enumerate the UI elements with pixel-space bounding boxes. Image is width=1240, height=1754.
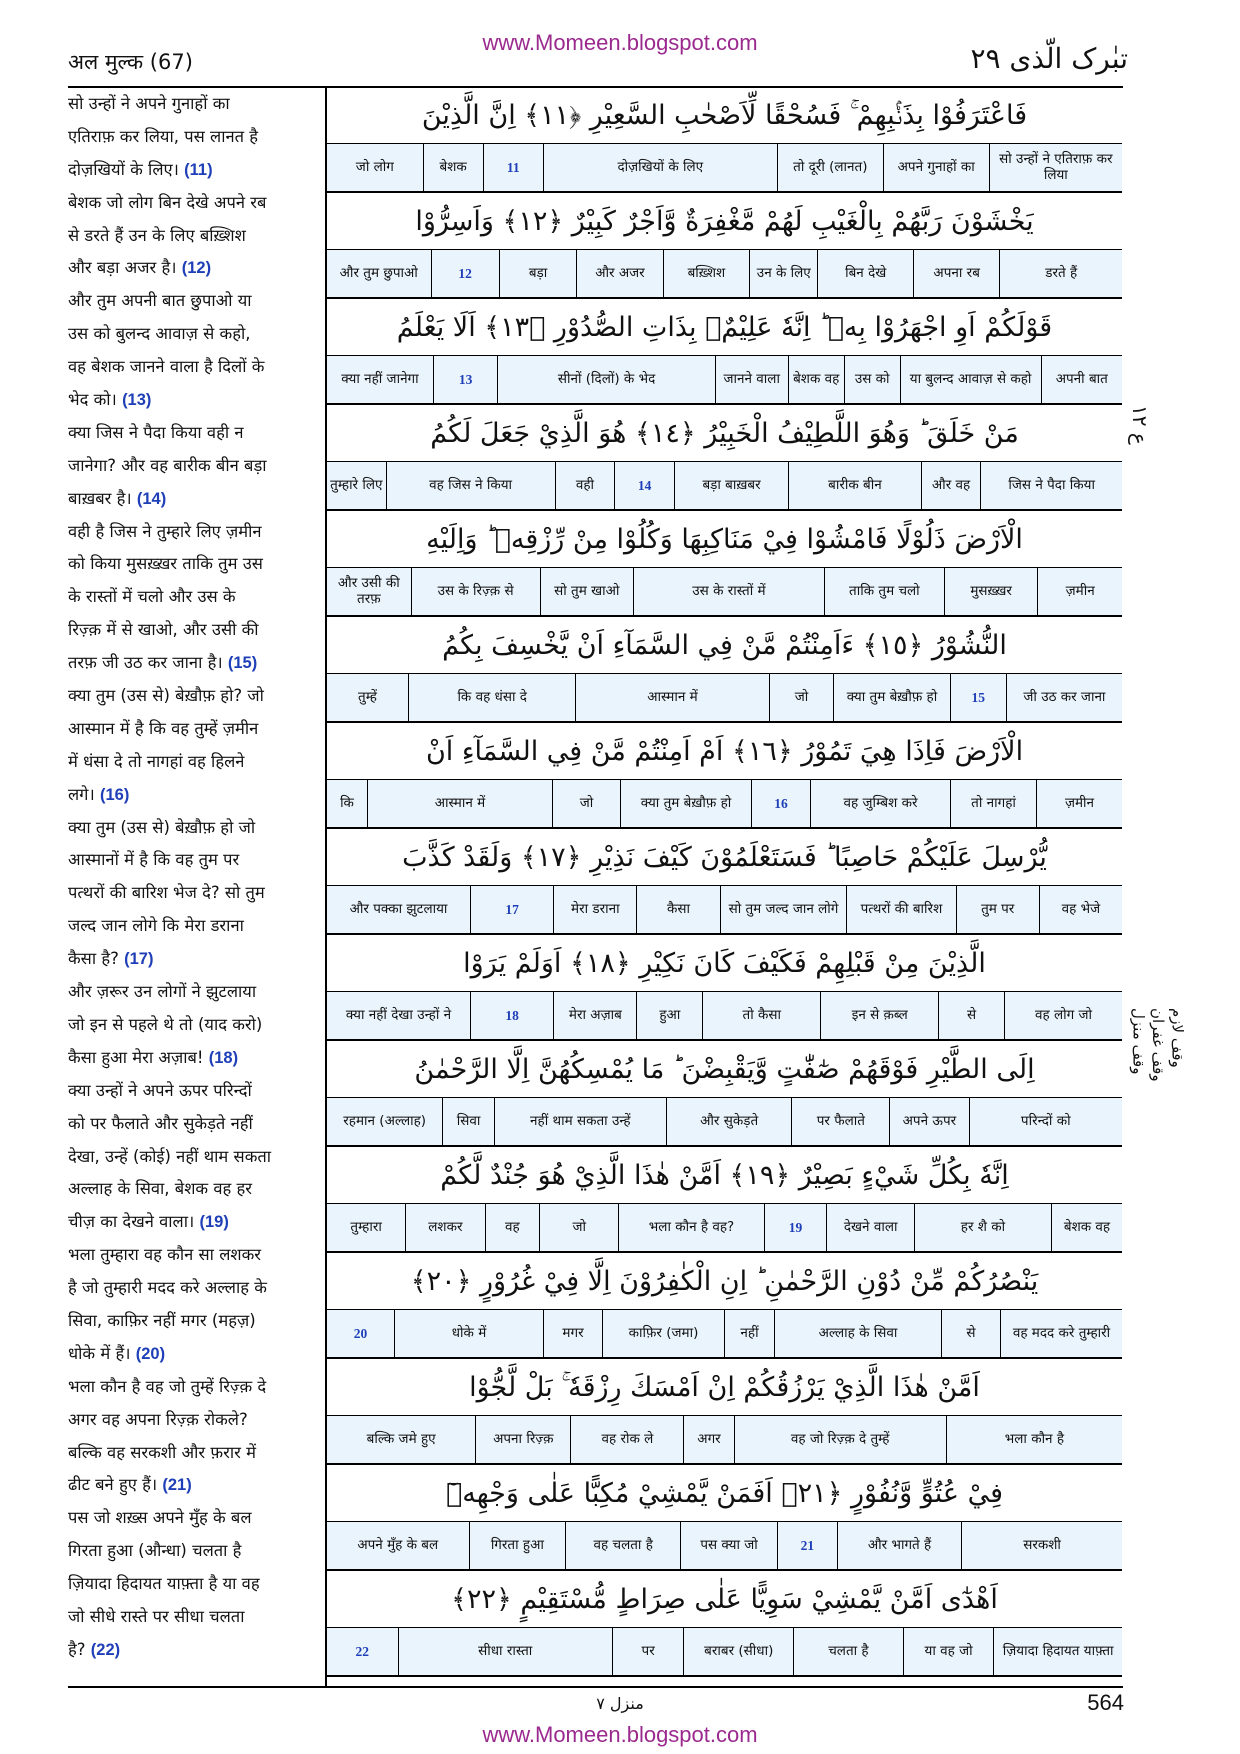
translation-line [68,1141,316,1174]
translation-text: को पर फैलाते और सुकेड़ते नहीं [68,1113,253,1133]
verse-number: (20) [135,1344,166,1363]
verse-block [327,936,1122,1042]
gloss-cell: अपनी बात [1041,356,1122,403]
translation-line [68,1535,316,1568]
verse-number: (11) [184,160,213,179]
gloss-cell: उस के रिज़्क़ से [411,568,540,615]
gloss-cell: बख़्शिश [663,250,749,297]
gloss-cell: बड़ा [499,250,576,297]
gloss-cell: देखने वाला [826,1204,914,1251]
gloss-cell: वह मदद करे तुम्हारी [1000,1310,1122,1357]
bottom-rule [68,1686,1123,1688]
verse-block [327,618,1122,724]
gloss-verse-number: 12 [431,250,499,297]
verse-number: (18) [208,1048,239,1067]
translation-text: में धंसा दे तो नागहां वह हिलने [68,751,245,771]
translation-line [68,614,316,647]
translation-line [68,1634,316,1667]
gloss-cell: ज़मीन [1036,780,1122,827]
arabic-line: النُّشُوْرُ ﴿١٥﴾ ءَاَمِنْتُمْ مَّنْ فِي السَّمَآءِ اَنْ يَّخْسِفَ بِكُمُ [327,618,1122,674]
gloss-cell: सो तुम खाओ [540,568,633,615]
verse-block [327,830,1122,936]
translation-line [68,1239,316,1272]
gloss-cell: से [938,992,1004,1039]
gloss-cell: दोज़खियों के लिए [543,144,777,191]
gloss-cell: क्या तुम बेख़ौफ़ हो [620,780,751,827]
gloss-verse-number: 21 [777,1522,837,1569]
translation-line [68,877,316,910]
gloss-cell: जानने वाला [715,356,788,403]
gloss-cell: अगर [683,1416,733,1463]
translation-line [68,187,316,220]
gloss-cell: वह जो रिज़्क़ दे तुम्हें [734,1416,946,1463]
gloss-cell: बराबर (सीधा) [683,1628,793,1675]
gloss-cell: धोके में [394,1310,543,1357]
translation-text: सो उन्हों ने अपने गुनाहों का [68,94,230,113]
gloss-cell: से [941,1310,1000,1357]
gloss-cell: वह चलता है [565,1522,680,1569]
verse-block [327,88,1122,194]
verse-number: (14) [136,489,167,508]
verse-number: (19) [199,1213,229,1232]
manzil-label: منزل ۷ [596,1694,644,1713]
translation-text: से डरते हैं उन के लिए बख़्शिश [68,225,246,245]
gloss-cell: तो दूरी (लानत) [777,144,883,191]
translation-text: कैसा है? [68,949,119,969]
gloss-cell: सो तुम जल्द जान लोगे [720,886,847,933]
translation-line [68,483,316,516]
waqf-lazim: وقف لازم [1168,1008,1187,1068]
translation-text: है जो तुम्हारी मदद करे अल्लाह के [68,1278,267,1298]
translation-text: उस को बुलन्द आवाज़ से कहो, [68,324,251,344]
arabic-line: مَنْ خَلَقَ ؕ وَهُوَ اللَّطِيْفُ الْخَبِيْرُ ﴿١٤﴾ هُوَ الَّذِيْ جَعَلَ لَكُمُ [327,406,1122,462]
gloss-cell: वह लोग जो [1004,992,1122,1039]
translation-line [68,1272,316,1305]
gloss-row [327,1204,1122,1253]
translation-text: बेशक जो लोग बिन देखे अपने रब [68,192,267,212]
gloss-cell: पत्थरों की बारिश [846,886,955,933]
translation-text: भेद को। [68,390,117,410]
gloss-verse-number: 11 [483,144,543,191]
translation-column [68,88,316,1684]
ruku-marker: ع ۱۲ [1128,405,1152,445]
gloss-cell: पर फैलाते [791,1098,889,1145]
translation-line [68,844,316,877]
gloss-cell: तो नागहां [950,780,1036,827]
gloss-cell: बल्कि जमे हुए [366,1430,436,1447]
translation-text: रिज़्क़ में से खाओ, और उसी की [68,620,259,640]
translation-text: आस्मान में है कि वह तुम्हें ज़मीन [68,718,259,738]
waqf-manzil: وقف منزل [1129,1008,1148,1075]
translation-text: ज़ियादा हिदायत याफ़्ता है या वह [68,1574,260,1594]
translation-text: और बड़ा अजर है। [68,258,177,278]
gloss-row [327,144,1122,193]
translation-text: लगे। [68,784,95,804]
gloss-verse-number: 22 [355,1643,370,1659]
gloss-row [327,1416,1122,1465]
translation-line [68,1305,316,1338]
translation-line [68,384,316,417]
gloss-cell: और तुम छुपाओ [339,264,418,281]
gloss-verse-number: 20 [353,1325,368,1341]
verse-block [327,1360,1122,1466]
translation-line [68,1601,316,1634]
translation-line [68,1371,316,1404]
gloss-cell: सीधा रास्ता [398,1628,612,1675]
gloss-cell: बारीक बीन [788,462,921,509]
translation-text: वह बेशक जानने वाला है दिलों के [68,357,265,377]
site-watermark-top: www.Momeen.blogspot.com [482,30,758,55]
translation-line [68,351,316,384]
surah-title: अल मुल्क (67) [68,50,193,74]
translation-line [68,812,316,845]
translation-line [68,450,316,483]
gloss-cell: तुम्हारे लिए [330,476,383,493]
translation-line [68,910,316,943]
verse-number: (13) [122,391,152,410]
gloss-row [327,886,1122,935]
gloss-cell: ताकि तुम चलो [824,568,944,615]
translation-text: अगर वह अपना रिज़्क़ रोकले? [68,1409,248,1429]
gloss-cell: अपने ऊपर [889,1098,968,1145]
gloss-row [327,1098,1122,1147]
gloss-cell: लशकर [405,1204,484,1251]
gloss-cell: परिन्दों को [969,1098,1122,1145]
gloss-cell: उन के लिए [749,250,817,297]
gloss-cell: वह जिस ने किया [386,462,555,509]
translation-text: वही है जिस ने तुम्हारे लिए ज़मीन [68,521,262,541]
gloss-cell: जो [552,780,620,827]
gloss-cell: सिवा [442,1098,493,1145]
gloss-cell: पर [612,1628,684,1675]
verse-block [327,724,1122,830]
gloss-cell: बड़ा बाख़बर [674,462,788,509]
gloss-cell: वह रोक ले [570,1416,683,1463]
gloss-cell: वह जुम्बिश करे [810,780,950,827]
page-number: 564 [1087,1690,1124,1715]
gloss-row [327,992,1122,1041]
arabic-line: اَهْدٰٓى اَمَّنْ يَّمْشِيْ سَوِيًّا عَلٰى صِرَاطٍ مُّسْتَقِيْمٍ ﴿٢٢﴾ [327,1572,1122,1628]
translation-text: भला कौन है वह जो तुम्हें रिज़्क़ दे [68,1376,267,1396]
gloss-cell: सरकशी [961,1522,1122,1569]
translation-line [68,976,316,1009]
gloss-cell: हर शै को [914,1204,1051,1251]
waqf-ghufran: وقف غفران [1149,1008,1167,1082]
translation-line [68,548,316,581]
arabic-line: يُّرْسِلَ عَلَيْكُمْ حَاصِبًا ؕ فَسَتَعْلَمُوْنَ كَيْفَ نَذِيْرِ ﴿١٧﴾ وَلَقَدْ كَذَّبَ [327,830,1122,886]
translation-text: धोके में हैं। [68,1343,131,1363]
translation-line [68,154,316,187]
gloss-cell: आस्मान में [575,674,768,721]
word-by-word-grid [327,88,1122,1678]
translation-line [68,1568,316,1601]
gloss-row [327,674,1122,723]
translation-text: तरफ़ जी उठ कर जाना है। [68,653,223,673]
verse-block [327,1042,1122,1148]
translation-text: जो इन से पहले थे तो (याद करो) [68,1014,263,1034]
translation-text: को किया मुसख़्ख़र ताकि तुम उस [68,554,263,574]
gloss-row [327,1310,1122,1359]
gloss-cell: डरते हैं [999,250,1122,297]
translation-line [68,1338,316,1371]
arabic-line: اِنَّهٗ بِكُلِّ شَيْءٍ بَصِيْرٌ ﴿١٩﴾ اَمَّنْ هٰذَا الَّذِيْ هُوَ جُنْدٌ لَّكُمْ [327,1148,1122,1204]
arabic-line: فِيْ عُتُوٍّ وَّنُفُوْرٍ ﴿٢١﴾ اَفَمَنْ يَّمْشِيْ مُكِبًّا عَلٰى وَجْهِهٖٓ [327,1466,1122,1522]
gloss-cell: और सुकेड़ते [666,1098,792,1145]
translation-line [68,1042,316,1075]
gloss-cell: सीनों (दिलों) के भेद [497,356,714,403]
translation-text: जल्द जान लोगे कि मेरा डराना [68,916,244,936]
gloss-cell: जी उठ कर जाना [1006,674,1122,721]
gloss-cell: तो कैसा [702,992,820,1039]
gloss-cell: ज़ियादा हिदायत याफ़्ता [993,1628,1122,1675]
translation-line [68,713,316,746]
translation-line [68,746,316,779]
translation-line [68,1502,316,1535]
gloss-cell: भला कौन है वह? [618,1204,763,1251]
arabic-line: اِلَى الطَّيْرِ فَوْقَهُمْ صٰٓفّٰتٍ وَّيَقْبِضْنَ ؕ مَا يُمْسِكُهُنَّ اِلَّا الرَّحْمٰنُ [327,1042,1122,1098]
gloss-cell: जिस ने पैदा किया [980,462,1122,509]
translation-text: आस्मानों में है कि वह तुम पर [68,850,240,870]
translation-line [68,516,316,549]
translation-line [68,252,316,285]
translation-text: बाख़बर है। [68,488,132,508]
gloss-cell: और वह [921,462,981,509]
translation-text: है? [68,1639,86,1659]
gloss-cell: जो [769,674,834,721]
verse-block [327,1572,1122,1678]
translation-text: भला तुम्हारा वह कौन सा लशकर [68,1245,262,1265]
translation-text: देखा, उन्हें (कोई) नहीं थाम सकता [68,1146,272,1166]
translation-line [68,1206,316,1239]
verse-block [327,406,1122,512]
translation-line [68,1437,316,1470]
translation-text: गिरता हुआ (औन्धा) चलता है [68,1541,242,1561]
gloss-cell: मेरा अज़ाब [553,992,636,1039]
translation-text: पत्थरों की बारिश भेज दे? सो तुम [68,883,265,903]
gloss-cell: और अजर [576,250,662,297]
translation-line [68,88,316,121]
gloss-row [327,250,1122,299]
translation-text: अल्लाह के सिवा, बेशक वह हर [68,1179,253,1199]
gloss-verse-number: 15 [950,674,1006,721]
translation-line [68,417,316,450]
arabic-line: الْاَرْضَ فَاِذَا هِيَ تَمُوْرُ ﴿١٦﴾ اَمْ اَمِنْتُمْ مَّنْ فِي السَّمَآءِ اَنْ [327,724,1122,780]
gloss-cell: और उसी की तरफ़ [337,574,400,607]
translation-line [68,121,316,154]
arabic-line: يَنْصُرُكُمْ مِّنْ دُوْنِ الرَّحْمٰنِ ؕ اِنِ الْكٰفِرُوْنَ اِلَّا فِيْ غُرُوْرٍ ﴿٢٠﴾ [327,1254,1122,1310]
translation-text: जो सीधे रास्ते पर सीधा चलता [68,1606,245,1626]
gloss-cell: बेशक [423,144,483,191]
verse-number: (16) [99,785,130,804]
verse-block [327,194,1122,300]
gloss-cell: सो उन्हों ने एतिराफ़ कर लिया [989,144,1122,191]
verse-block [327,1466,1122,1572]
gloss-cell: कि [340,794,354,811]
arabic-line: يَخْشَوْنَ رَبَّهُمْ بِالْغَيْبِ لَهُمْ مَّغْفِرَةٌ وَّاَجْرٌ كَبِيْرٌ ﴿١٢﴾ وَاَسِرُّوْا [327,194,1122,250]
waqf-markers [1128,1008,1187,1082]
gloss-verse-number: 16 [751,780,810,827]
gloss-cell: अपने मुँह के बल [357,1536,439,1553]
verse-number: (21) [162,1476,192,1495]
translation-text: क्या उन्हों ने अपने ऊपर परिन्दों [68,1080,252,1100]
gloss-verse-number: 18 [470,992,553,1039]
verse-number: (17) [124,950,154,969]
gloss-cell: चलता है [793,1628,903,1675]
gloss-row [327,1522,1122,1571]
arabic-line: اَمَّنْ هٰذَا الَّذِيْ يَرْزُقُكُمْ اِنْ اَمْسَكَ رِزْقَهٗ ۚ بَلْ لَّجُّوْا [327,1360,1122,1416]
translation-line [68,581,316,614]
translation-text: दोज़खियों के लिए। [68,159,179,179]
gloss-cell: रहमान (अल्लाह) [343,1112,427,1129]
translation-line [68,1173,316,1206]
gloss-cell: हुआ [636,992,702,1039]
verse-block [327,1254,1122,1360]
translation-line [68,943,316,976]
gloss-cell: वह भेजे [1039,886,1122,933]
translation-line [68,647,316,680]
gloss-row [327,780,1122,829]
translation-text: पस जो शख़्स अपने मुँह के बल [68,1508,252,1528]
arabic-line: الْاَرْضَ ذَلُوْلًا فَامْشُوْا فِيْ مَنَاكِبِهَا وَكُلُوْا مِنْ رِّزْقِهٖ ؕ وَاِلَيْهِ [327,512,1122,568]
verse-block [327,1148,1122,1254]
translation-text: के रास्तों में चलो और उस के [68,587,236,607]
gloss-cell: इन से क़ब्ल [820,992,938,1039]
arabic-line: الَّذِيْنَ مِنْ قَبْلِهِمْ فَكَيْفَ كَانَ نَكِيْرِ ﴿١٨﴾ اَوَلَمْ يَرَوْا [327,936,1122,992]
translation-text: और तुम अपनी बात छुपाओ या [68,291,252,311]
gloss-cell: अल्लाह के सिवा [774,1310,941,1357]
translation-text: जानेगा? और वह बारीक बीन बड़ा [68,455,267,475]
translation-line [68,1404,316,1437]
gloss-cell: क्या नहीं देखा उन्हों ने [345,1006,452,1023]
translation-text: कैसा हुआ मेरा अज़ाब! [68,1047,204,1067]
translation-text: क्या तुम (उस से) बेख़ौफ़ हो? जो [68,686,264,706]
gloss-cell: कैसा [636,886,719,933]
translation-text: सिवा, काफ़िर नहीं मगर (महज़) [68,1310,256,1330]
para-title: تبٰرک الّذی ۲۹ [970,42,1128,75]
gloss-cell: या बुलन्द आवाज़ से कहो [900,356,1041,403]
gloss-cell: नहीं [724,1310,774,1357]
translation-text: एतिराफ़ कर लिया, पस लानत है [68,126,259,146]
translation-line [68,318,316,351]
gloss-cell: जो [539,1204,618,1251]
translation-text: चीज़ का देखने वाला। [68,1212,195,1232]
gloss-cell: ज़मीन [1037,568,1122,615]
gloss-cell: तुम्हें [358,688,377,705]
gloss-verse-number: 14 [614,462,674,509]
verse-number: (15) [227,654,258,673]
gloss-row [327,462,1122,511]
gloss-cell: अपना रिज़्क़ [475,1416,570,1463]
gloss-cell: जो लोग [355,158,394,175]
arabic-line: قَوْلَكُمْ اَوِ اجْهَرُوْا بِهٖ ؕ اِنَّهٗ عَلِيْمٌۢ بِذَاتِ الصُّدُوْرِ ﴿١٣﴾ اَلَا يَعْلَمُ [327,300,1122,356]
verse-number: (22) [90,1640,121,1659]
gloss-cell: बेशक वह [788,356,844,403]
gloss-cell: गिरता हुआ [469,1522,566,1569]
gloss-cell: तुम्हारा [350,1218,382,1235]
translation-text: क्या जिस ने पैदा किया वही न [68,422,244,442]
gloss-cell: क्या नहीं जानेगा [341,370,419,387]
gloss-cell: नहीं थाम सकता उन्हें [494,1098,666,1145]
gloss-cell: अपना रब [913,250,999,297]
gloss-cell: वह [485,1204,540,1251]
gloss-cell: या वह जो [903,1628,994,1675]
arabic-line: فَاعْتَرَفُوْا بِذَنْۢبِهِمْ ۚ فَسُحْقًا لِّاَصْحٰبِ السَّعِيْرِ ﴿١١﴾ اِنَّ الَّذِيْنَ [327,88,1122,144]
gloss-cell: मेरा डराना [553,886,636,933]
gloss-cell: और भागते हैं [837,1522,961,1569]
site-watermark-bottom: www.Momeen.blogspot.com [482,1722,758,1747]
translation-text: ढीट बने हुए हैं। [68,1475,158,1495]
verse-block [327,300,1122,406]
gloss-cell: उस को [844,356,900,403]
gloss-cell: क्या तुम बेख़ौफ़ हो [833,674,949,721]
translation-text: बल्कि वह सरकशी और फ़रार में [68,1442,257,1462]
gloss-cell: उस के रास्तों में [633,568,824,615]
translation-line [68,1009,316,1042]
verse-block [327,512,1122,618]
translation-text: और ज़रूर उन लोगों ने झुटलाया [68,982,257,1002]
translation-line [68,1108,316,1141]
gloss-cell: आस्मान में [367,780,552,827]
translation-text: क्या तुम (उस से) बेख़ौफ़ हो जो [68,817,256,837]
gloss-cell: काफ़िर (जमा) [602,1310,724,1357]
translation-line [68,220,316,253]
gloss-verse-number: 19 [764,1204,827,1251]
translation-line [68,680,316,713]
gloss-row [327,356,1122,405]
gloss-verse-number: 17 [470,886,553,933]
gloss-cell: तुम पर [956,886,1039,933]
translation-line [68,1075,316,1108]
translation-line [68,779,316,812]
gloss-cell: वही [555,462,615,509]
gloss-verse-number: 13 [433,356,497,403]
gloss-cell: बिन देखे [817,250,912,297]
verse-number: (12) [181,259,212,278]
gloss-cell: मगर [543,1310,602,1357]
gloss-cell: भला कौन है [946,1416,1122,1463]
gloss-cell: कि वह धंसा दे [408,674,575,721]
gloss-cell: मुसख़्ख़र [944,568,1037,615]
gloss-cell: पस क्या जो [680,1522,777,1569]
gloss-row [327,568,1122,617]
translation-line [68,285,316,318]
gloss-row [327,1628,1122,1677]
gloss-cell: अपने गुनाहों का [883,144,989,191]
translation-line [68,1469,316,1502]
gloss-cell: और पक्का झुटलाया [349,900,448,917]
gloss-cell: बेशक वह [1051,1204,1122,1251]
